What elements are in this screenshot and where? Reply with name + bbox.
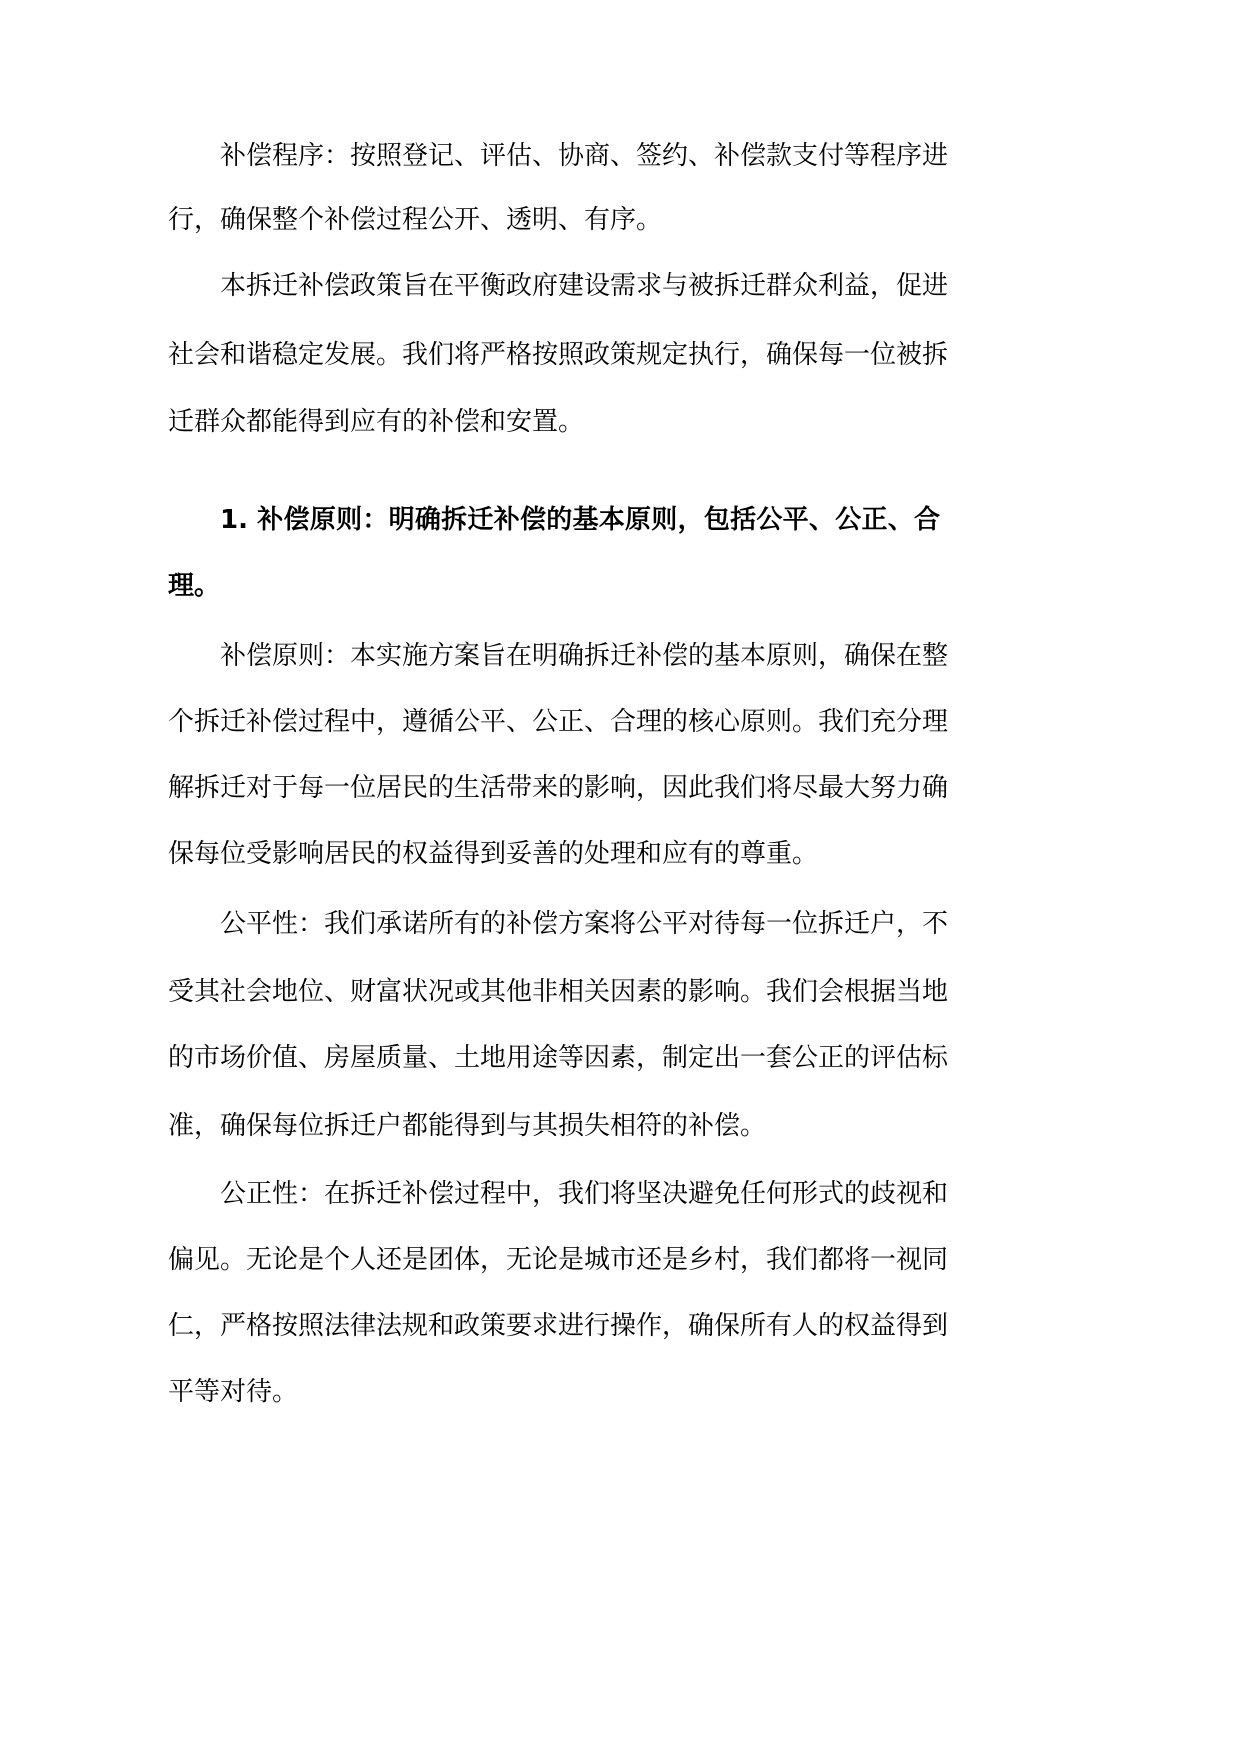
paragraph-line: 迁群众都能得到应有的补偿和安置。: [168, 407, 585, 437]
section-heading: 理。: [168, 571, 221, 601]
paragraph-line: 公平性：我们承诺所有的补偿方案将公平对待每一位拆迁户，不: [220, 909, 949, 939]
paragraph-line: 补偿原则：本实施方案旨在明确拆迁补偿的基本原则，确保在整: [220, 641, 949, 671]
paragraph-line: 偏见。无论是个人还是团体，无论是城市还是乡村，我们都将一视同: [168, 1245, 949, 1275]
paragraph-line: 个拆迁补偿过程中，遵循公平、公正、合理的核心原则。我们充分理: [168, 707, 949, 737]
paragraph-line: 仁，严格按照法律法规和政策要求进行操作，确保所有人的权益得到: [168, 1311, 949, 1341]
section-heading: 1. 补偿原则：明确拆迁补偿的基本原则，包括公平、公正、合: [220, 505, 940, 535]
paragraph-line: 受其社会地位、财富状况或其他非相关因素的影响。我们会根据当地: [168, 977, 949, 1007]
paragraph-line: 解拆迁对于每一位居民的生活带来的影响，因此我们将尽最大努力确: [168, 773, 949, 803]
paragraph-line: 的市场价值、房屋质量、土地用途等因素，制定出一套公正的评估标: [168, 1043, 949, 1073]
paragraph-line: 准，确保每位拆迁户都能得到与其损失相符的补偿。: [168, 1111, 767, 1141]
paragraph-line: 公正性：在拆迁补偿过程中，我们将坚决避免任何形式的歧视和: [220, 1179, 949, 1209]
paragraph-line: 本拆迁补偿政策旨在平衡政府建设需求与被拆迁群众利益，促进: [220, 271, 949, 301]
paragraph-line: 行，确保整个补偿过程公开、透明、有序。: [168, 205, 663, 235]
paragraph-line: 平等对待。: [168, 1377, 299, 1407]
paragraph-line: 补偿程序：按照登记、评估、协商、签约、补偿款支付等程序进: [220, 141, 949, 171]
paragraph-line: 保每位受影响居民的权益得到妥善的处理和应有的尊重。: [168, 839, 819, 869]
paragraph-line: 社会和谐稳定发展。我们将严格按照政策规定执行，确保每一位被拆: [168, 340, 949, 370]
